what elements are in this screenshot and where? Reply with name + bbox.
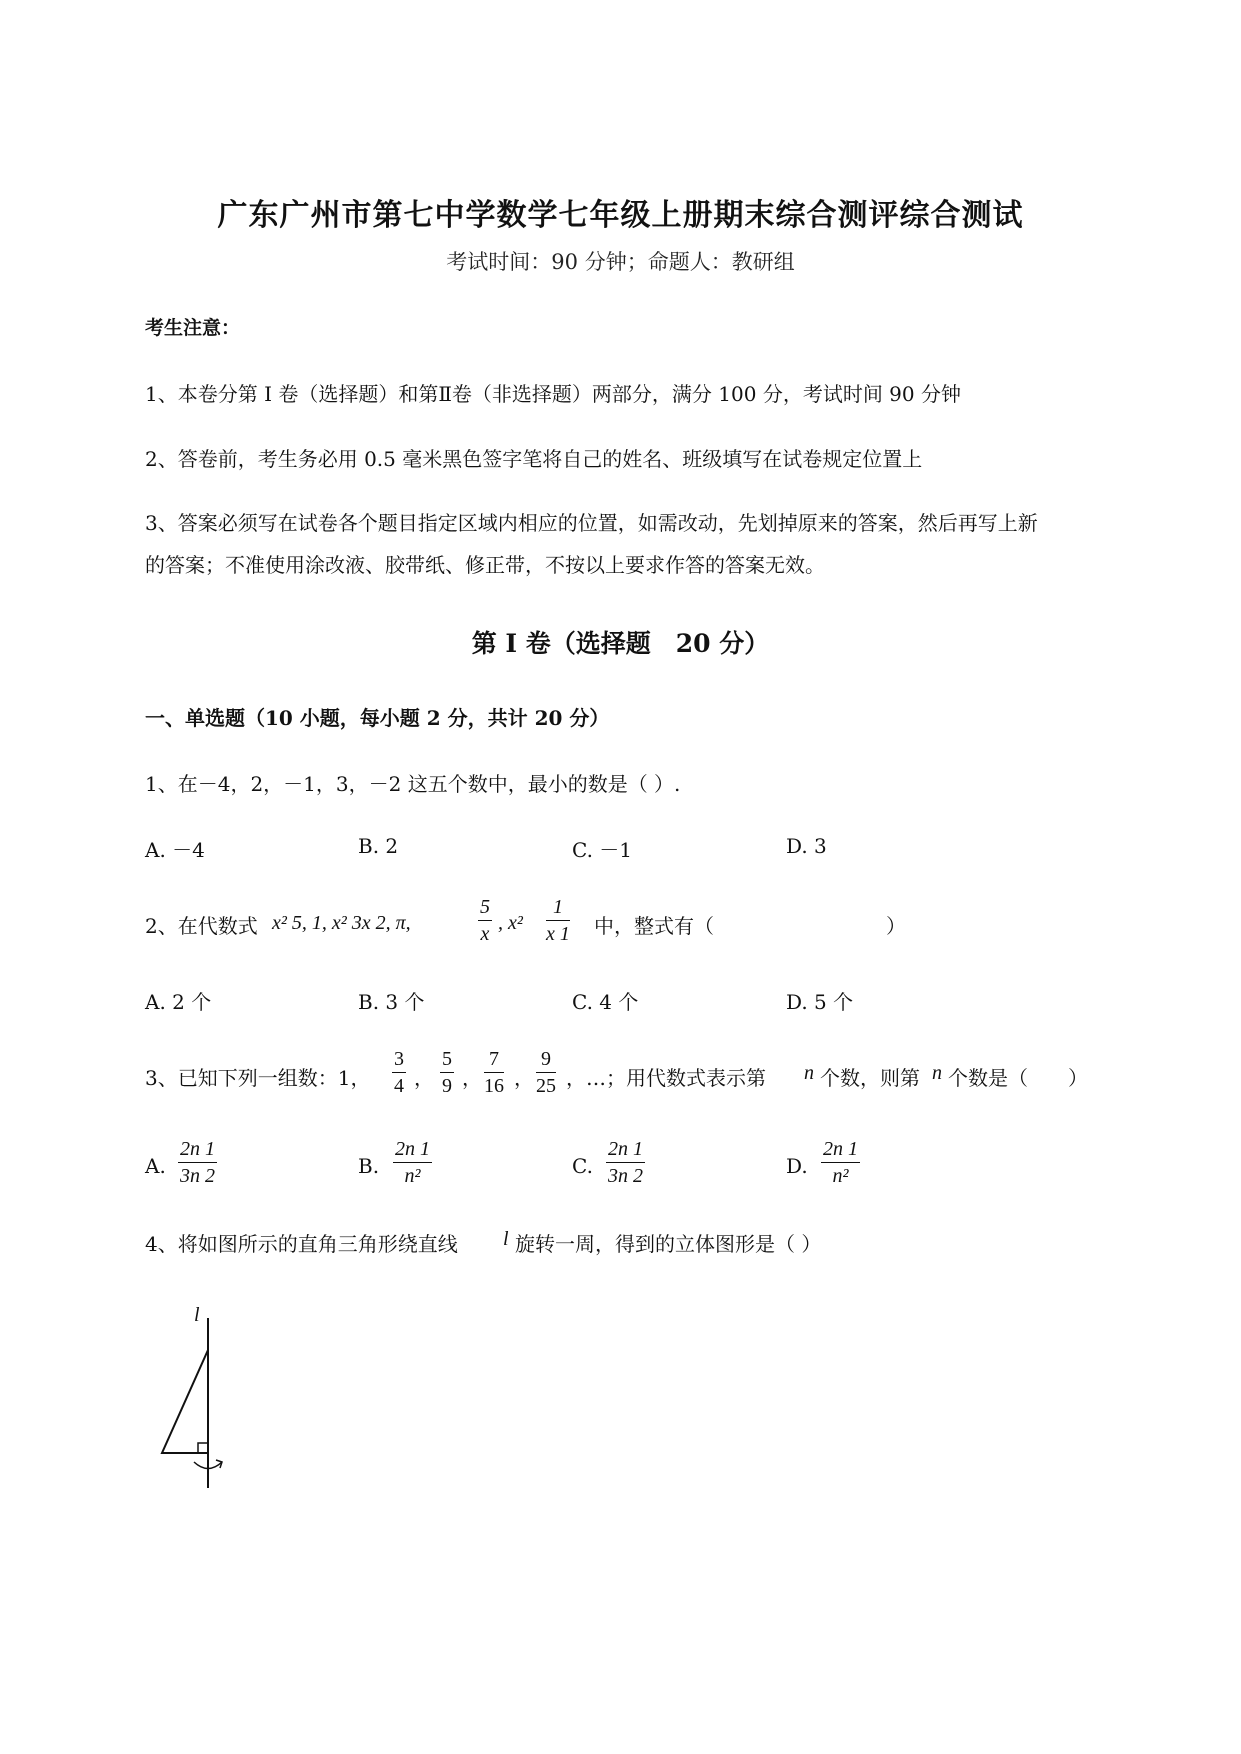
q3-fraction-2-num: 5 [440,1046,454,1073]
q3-fraction-1-den: 4 [394,1075,404,1097]
exam-subtitle: 考试时间：90 分钟；命题人：教研组 [446,250,795,274]
q3-option-c-label: C. [572,1154,593,1178]
q3-fraction-1 [392,1046,406,1099]
right-triangle [162,1350,208,1453]
q2-option-c: C. 4 个 [572,990,639,1014]
q2-fraction-1-num: 5 [478,894,492,921]
q3-fraction-4 [536,1046,556,1099]
q4-stem-a: 4、将如图所示的直角三角形绕直线 [145,1232,458,1256]
q3-fraction-4-num: 9 [536,1046,556,1073]
q3-option-a-fraction [178,1136,217,1189]
q3-fraction-2-den: 9 [442,1075,452,1097]
q3-fraction-3-den: 16 [484,1075,504,1097]
notice-item-2: 2、答卷前，考生务必用 0.5 毫米黑色签字笔将自己的姓名、班级填写在试卷规定位置上 [145,447,923,471]
q3-option-b-den: n² [404,1165,421,1187]
q2-suffix: 中，整式有（ [594,914,714,938]
q1-stem: 1、在－4，2，－1，3，－2 这五个数中，最小的数是（ ）. [145,772,681,796]
q2-fraction-1-den: x [480,923,490,945]
q3-fraction-4-den: 25 [536,1075,556,1097]
figure-axis-label: l [194,1304,200,1326]
q3-suffix-a: ，…；用代数式表示第 [566,1066,766,1090]
q3-option-d-num: 2n 1 [821,1136,860,1163]
q2-close: ） [886,914,906,938]
notice-heading: 考生注意： [145,317,241,339]
right-angle-mark [198,1443,208,1453]
notice-item-1: 1、本卷分第 I 卷（选择题）和第Ⅱ卷（非选择题）两部分，满分 100 分，考试时间 90 分钟 [145,382,961,406]
q3-option-a-label: A. [145,1154,166,1178]
q3-sep-3: ， [514,1066,534,1090]
right-triangle-figure [150,1300,250,1500]
q2-expr-part1: x² 5, 1, x² 3x 2, π, [272,912,411,934]
q2-fraction-2-den: x 1 [546,923,570,945]
q1-option-b: B. 2 [358,834,399,858]
q1-option-a: A. －4 [145,838,205,862]
q3-suffix-c: 个数是（ ） [948,1066,1088,1090]
q3-prefix: 3、已知下列一组数：1， [145,1066,371,1090]
q2-fraction-2 [546,894,570,947]
q4-var-l: l [503,1228,509,1250]
q2-fraction-1 [478,894,492,947]
q3-option-b-num: 2n 1 [393,1136,432,1163]
q1-option-c: C. －1 [572,838,633,862]
notice-item-3: 3、答案必须写在试卷各个题目指定区域内相应的位置，如需改动，先划掉原来的答案，然后再写上新 [145,511,1038,535]
q3-var-n-2: n [932,1062,942,1084]
q3-option-c-den: 3n 2 [608,1165,643,1187]
exam-title: 广东广州市第七中学数学七年级上册期末综合测评综合测试 [217,198,1024,233]
q2-option-b: B. 3 个 [358,990,425,1014]
q3-option-c-fraction [606,1136,645,1189]
q1-option-d: D. 3 [786,834,827,858]
q3-option-a-den: 3n 2 [180,1165,215,1187]
q4-stem-b: 旋转一周，得到的立体图形是（ ） [515,1232,822,1256]
q3-sep-2: ， [462,1066,482,1090]
q3-option-d-den: n² [832,1165,849,1187]
q3-option-b-label: B. [358,1154,380,1178]
q2-prefix: 2、在代数式 [145,914,258,938]
notice-item-3-cont: 的答案；不准使用涂改液、胶带纸、修正带，不按以上要求作答的答案无效。 [145,553,825,577]
q3-fraction-3-num: 7 [484,1046,504,1073]
q3-option-a-num: 2n 1 [178,1136,217,1163]
q2-expr-part2: , x² [498,912,523,934]
q3-option-d-fraction [821,1136,860,1189]
part-title: 一、单选题（10 小题，每小题 2 分，共计 20 分） [145,706,610,730]
section-title: 第 I 卷（选择题 20 分） [471,629,770,658]
q2-option-a: A. 2 个 [145,990,212,1014]
q3-option-b-fraction [393,1136,432,1189]
q3-suffix-b: 个数，则第 [820,1066,920,1090]
q3-option-c-num: 2n 1 [606,1136,645,1163]
q3-fraction-1-num: 3 [392,1046,406,1073]
q3-option-d-label: D. [786,1154,808,1178]
q3-sep-1: ， [414,1066,434,1090]
q3-var-n-1: n [804,1062,814,1084]
q3-fraction-3 [484,1046,504,1099]
q3-fraction-2 [440,1046,454,1099]
q2-option-d: D. 5 个 [786,990,854,1014]
q2-fraction-2-num: 1 [546,894,570,921]
